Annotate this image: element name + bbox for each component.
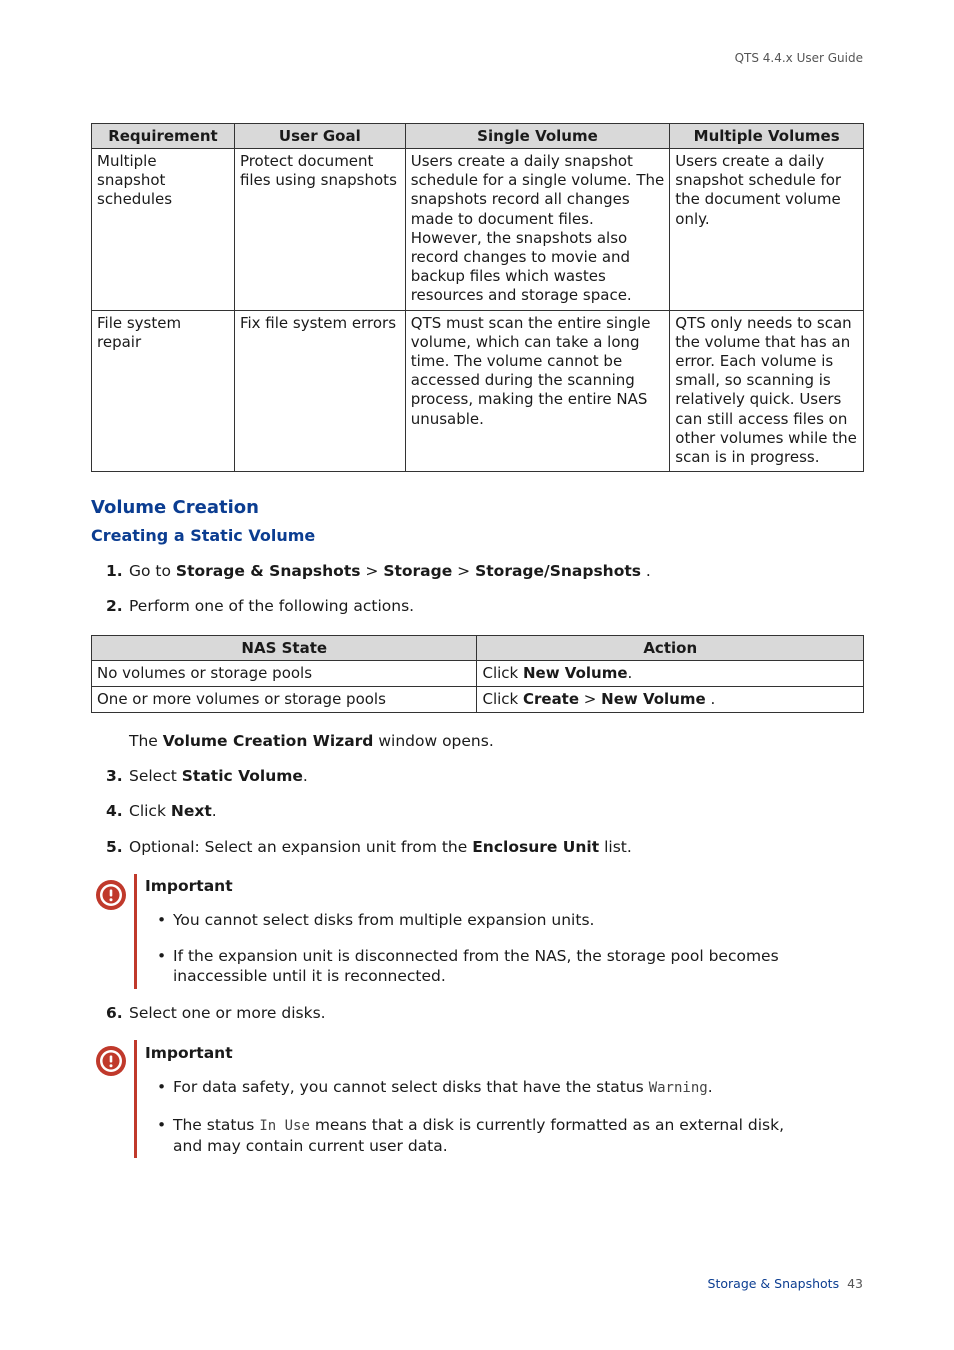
step-3	[106, 767, 308, 785]
table-cell: QTS only needs to scan the volume that has an error. Each volume is small, so scanning is relatively quick. Users can still access files on other volumes while the scan is in progress.	[670, 310, 864, 472]
table-cell: Users create a daily snapshot schedule for the document volume only.	[670, 149, 864, 311]
column-header: Requirement	[92, 124, 235, 149]
table-cell	[477, 661, 864, 687]
ui-term: Create	[522, 690, 580, 709]
section-title: Volume Creation	[91, 497, 259, 518]
ui-term: New Volume	[522, 664, 628, 682]
table-cell: Fix file system errors	[234, 310, 405, 472]
page-footer	[708, 1276, 863, 1291]
table-cell: No volumes or storage pools	[92, 661, 477, 687]
step-text: list.	[599, 838, 632, 856]
cell-text: .	[627, 664, 633, 682]
important-title: Important	[145, 877, 233, 895]
para-text: The	[129, 732, 163, 750]
ui-term: Storage/Snapshots	[475, 562, 641, 580]
subsection-title: Creating a Static Volume	[91, 526, 316, 545]
ui-term: Storage	[383, 562, 453, 580]
volume-comparison-table	[91, 123, 864, 472]
column-header: NAS State	[92, 636, 477, 661]
table-header-row	[92, 124, 864, 149]
table-cell: Protect document files using snapshots	[234, 149, 405, 311]
step-text: Go to	[129, 562, 176, 580]
wizard-note	[129, 732, 494, 750]
path-separator: >	[360, 562, 384, 580]
bullet-marker: •	[157, 1078, 167, 1096]
para-text: window opens.	[373, 732, 494, 750]
table-row	[92, 310, 864, 472]
step-number: 4.	[106, 802, 123, 820]
step-text: Select one or more disks.	[129, 1004, 326, 1022]
step-text: Perform one of the following actions.	[129, 597, 415, 615]
ui-term: Static Volume	[181, 767, 303, 785]
cell-text: .	[705, 690, 716, 709]
cell-text: Click	[482, 690, 523, 709]
bullet-marker: •	[157, 1116, 167, 1134]
bullet-text-part: means that a disk is currently formatted as an external disk, and may contain current user data.	[173, 1116, 789, 1155]
important-note-2	[91, 1040, 864, 1158]
important-alert-icon	[95, 879, 127, 911]
table-cell: Multiple snapshot schedules	[92, 149, 235, 311]
table-cell: QTS must scan the entire single volume, which can take a long time. The volume cannot be accessed during the scanning process, making the entire NAS unusable.	[405, 310, 670, 472]
column-header: Action	[477, 636, 864, 661]
path-separator: >	[579, 690, 602, 709]
bullet-marker: •	[157, 911, 167, 929]
table-row	[92, 687, 864, 713]
table-cell: One or more volumes or storage pools	[92, 687, 477, 713]
column-header: Single Volume	[405, 124, 670, 149]
table-cell: Users create a daily snapshot schedule for a single volume. The snapshots record all changes made to document files. However, the snapshots also record changes to movie and backup files which wastes resources and storage space.	[405, 149, 670, 311]
step-number: 5.	[106, 838, 123, 856]
ui-term: Next	[170, 802, 212, 820]
list-item	[157, 947, 817, 986]
column-header: User Goal	[234, 124, 405, 149]
step-text: Optional: Select an expansion unit from the	[129, 838, 473, 856]
page-number: 43	[847, 1276, 863, 1291]
ui-term: Storage & Snapshots	[175, 562, 361, 580]
step-text: .	[302, 767, 308, 785]
important-accent-bar	[134, 874, 137, 989]
bullet-text-part: .	[707, 1078, 713, 1096]
list-item	[157, 1116, 817, 1156]
bullet-text	[173, 1116, 817, 1156]
step-1	[106, 562, 651, 580]
important-title: Important	[145, 1044, 233, 1062]
important-note-1	[91, 874, 864, 989]
step-4	[106, 802, 217, 820]
step-number: 1.	[106, 562, 123, 580]
bullet-text: You cannot select disks from multiple expansion units.	[173, 911, 595, 929]
step-6	[106, 1004, 326, 1022]
column-header: Multiple Volumes	[670, 124, 864, 149]
step-number: 3.	[106, 767, 123, 785]
bullet-text	[173, 1078, 817, 1099]
bullet-text-part: The status	[173, 1116, 260, 1134]
step-number: 6.	[106, 1004, 123, 1022]
running-header: QTS 4.4.x User Guide	[734, 51, 863, 65]
important-accent-bar	[134, 1040, 137, 1158]
bullet-text-part: For data safety, you cannot select disks that have the status	[173, 1078, 649, 1096]
table-row	[92, 149, 864, 311]
step-text: Select	[129, 767, 182, 785]
step-number: 2.	[106, 597, 123, 615]
status-code: In Use	[259, 1118, 310, 1134]
ui-term: Volume Creation Wizard	[162, 732, 374, 750]
status-code: Warning	[648, 1080, 708, 1096]
bullet-text: If the expansion unit is disconnected from the NAS, the storage pool becomes inaccessible until it is reconnected.	[173, 947, 779, 985]
step-5	[106, 838, 632, 856]
step-2	[106, 597, 414, 615]
important-alert-icon	[95, 1045, 127, 1077]
nas-state-action-table	[91, 635, 864, 713]
table-header-row	[92, 636, 864, 661]
step-text: .	[211, 802, 217, 820]
ui-term: New Volume	[601, 690, 706, 709]
table-row	[92, 661, 864, 687]
footer-section-link[interactable]: Storage & Snapshots	[707, 1276, 840, 1291]
table-cell: File system repair	[92, 310, 235, 472]
list-item	[157, 1078, 817, 1099]
cell-text: Click	[482, 664, 523, 682]
ui-term: Enclosure Unit	[472, 838, 600, 856]
step-text: Click	[129, 802, 171, 820]
list-item	[157, 911, 817, 931]
path-separator: >	[452, 562, 476, 580]
table-cell	[477, 687, 864, 713]
step-text: .	[641, 562, 651, 580]
bullet-marker: •	[157, 947, 167, 965]
